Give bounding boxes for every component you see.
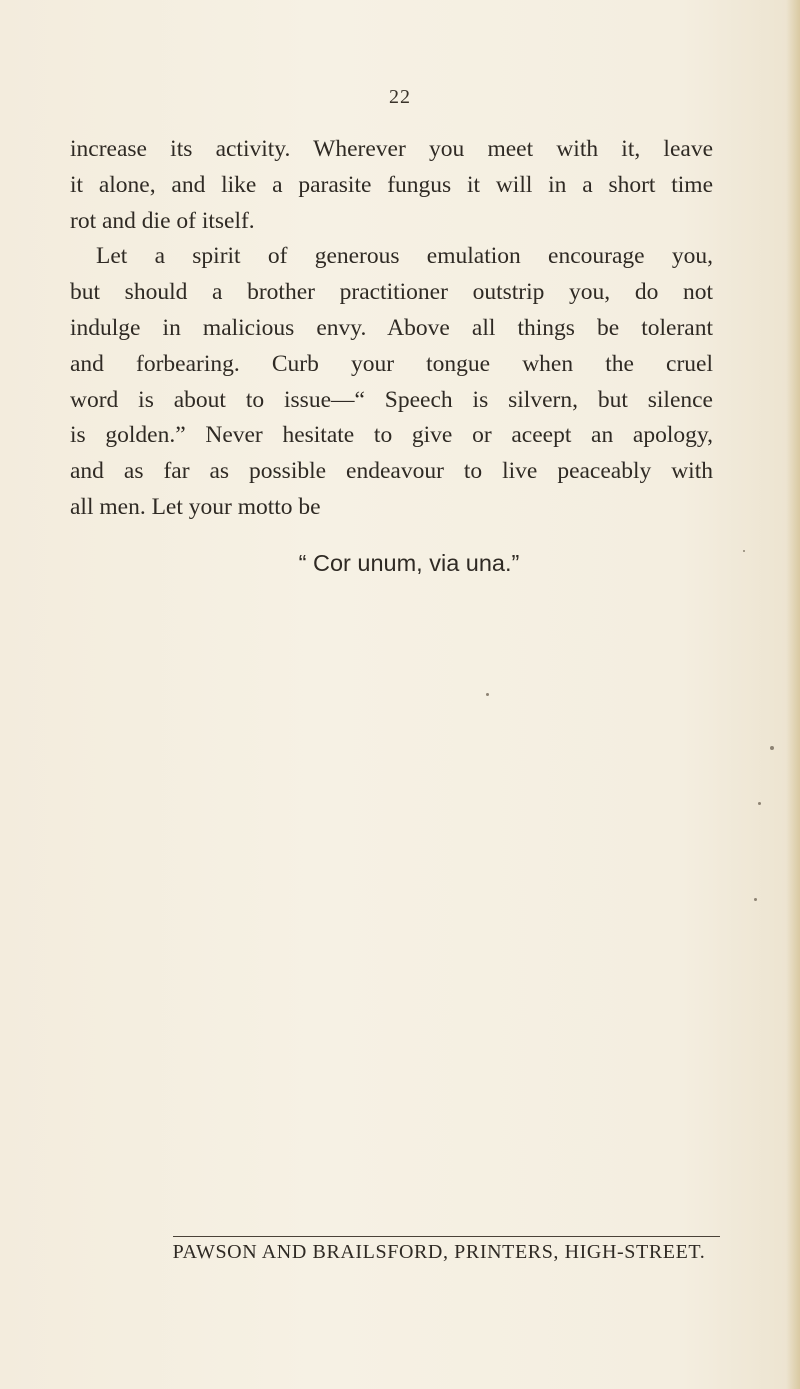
text-line: and as far as possible endeavour to live peaceably with (70, 458, 713, 485)
paper-speck (770, 746, 774, 750)
paper-speck (486, 693, 489, 696)
text-line: but should a brother practitioner outstrip you, do not (70, 279, 713, 306)
text-line: is golden.” Never hesitate to give or aceept an apology, (70, 422, 713, 449)
motto: “ Cor unum, via una.” (298, 550, 520, 576)
paper-speck (754, 898, 757, 901)
footer-rule (173, 1236, 720, 1237)
text-line: word is about to issue—“ Speech is silvern, but silence (70, 386, 713, 413)
printer-imprint: PAWSON AND BRAILSFORD, PRINTERS, HIGH-STREET. (172, 1241, 706, 1263)
text-line: indulge in malicious envy. Above all things be tolerant (70, 314, 713, 341)
page-edge-shadow (786, 0, 800, 1389)
text-line: it alone, and like a parasite fungus it will in a short time (70, 171, 713, 198)
body-text (70, 132, 713, 526)
text-line: and forbearing. Curb your tongue when the cruel (70, 350, 713, 377)
paper-speck (743, 550, 745, 552)
text-line: all men. Let your motto be (70, 493, 321, 520)
text-line: Let a spirit of generous emulation encourage you, (96, 243, 713, 270)
text-line: increase its activity. Wherever you meet with it, leave (70, 136, 713, 162)
text-line: rot and die of itself. (70, 207, 255, 234)
page-number: 22 (389, 86, 411, 108)
paper-speck (758, 802, 761, 805)
